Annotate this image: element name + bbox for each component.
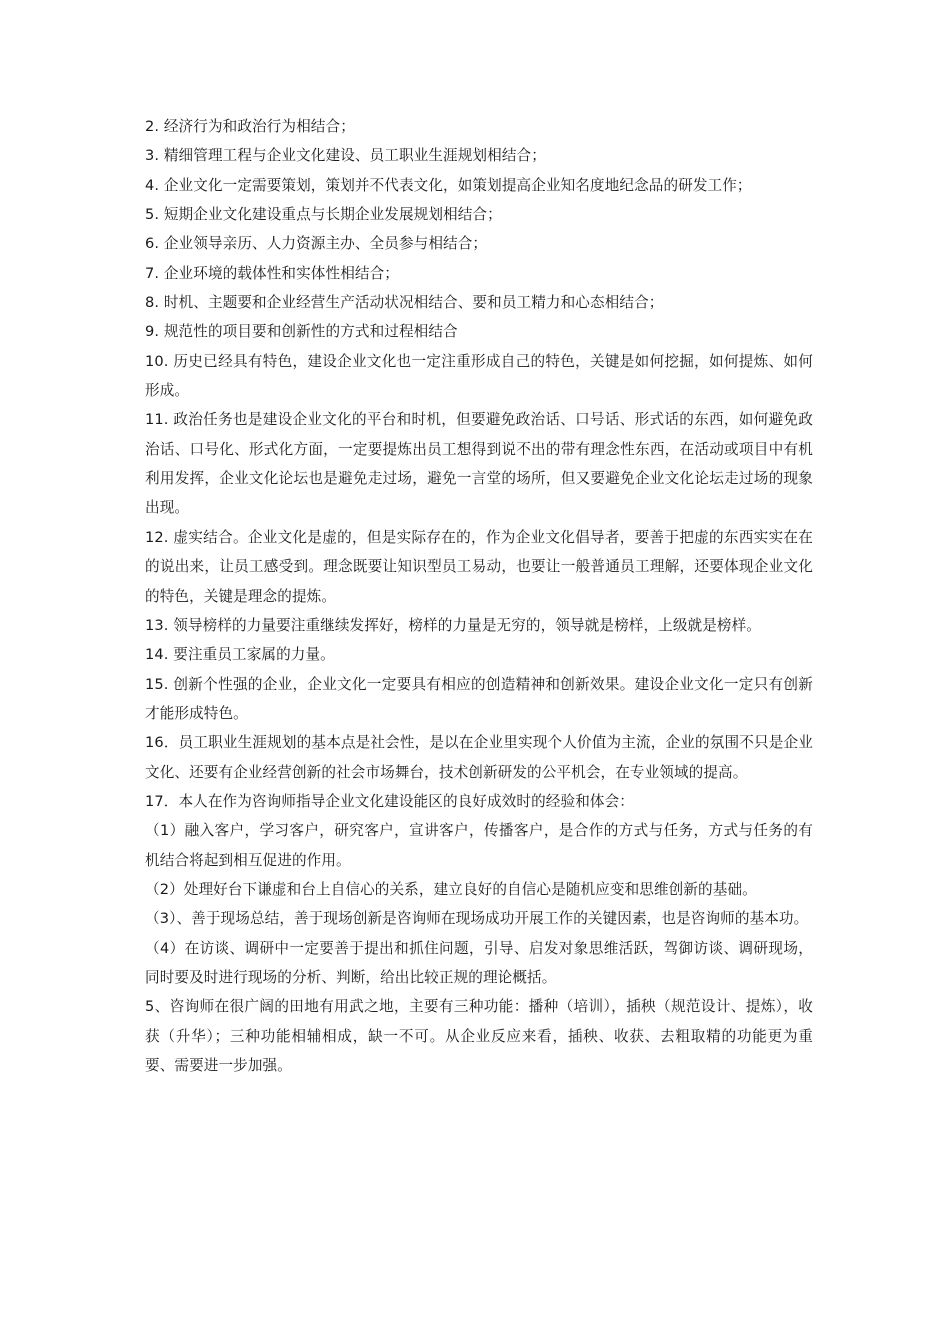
paragraph-item-14: 14. 要注重员工家属的力量。 — [145, 646, 335, 664]
paragraph-item-17: 17．本人在作为咨询师指导企业文化建设能区的良好成效时的经验和体会： — [145, 792, 634, 810]
paragraph-item-12: 12. 虚实结合。企业文化是虚的，但是实际存在的，作为企业文化倡导者，要善于把虚的东西实实在在的说出来，让员工感受到。理念既要让知识型员工易动，也要让一般普通员工理解，还要体现企业文化的特色，关键是理念的提炼。 — [145, 528, 813, 605]
paragraph-item-8: 8. 时机、主题要和企业经营生产活动状况相结合、要和员工精力和心态相结合； — [145, 294, 664, 312]
paragraph-item-5: 5. 短期企业文化建设重点与长期企业发展规划相结合； — [145, 206, 502, 224]
paragraph-item-5-consultant: 5、咨询师在很广阔的田地有用武之地，主要有三种功能：播种（培训），插秧（规范设计、提炼），收获（升华）；三种功能相辅相成，缺一不可。从企业反应来看，插秧、收获、去粗取精的功能更为重要、需要进一步加强。 — [145, 998, 813, 1074]
document-body — [145, 112, 813, 1080]
paragraph-item-4: 4. 企业文化一定需要策划，策划并不代表文化，如策划提高企业知名度地纪念品的研发工作； — [145, 176, 752, 194]
paragraph-item-10: 10. 历史已经具有特色，建设企业文化也一定注重形成自己的特色，关键是如何挖掘，如何提炼、如何形成。 — [145, 352, 813, 400]
paragraph-subitem-1: （1）融入客户，学习客户，研究客户，宣讲客户，传播客户，是合作的方式与任务，方式与任务的有机结合将起到相互促进的作用。 — [145, 822, 813, 869]
paragraph-item-16: 16．员工职业生涯规划的基本点是社会性，是以在企业里实现个人价值为主流，企业的氛围不只是企业文化、还要有企业经营创新的社会市场舞台，技术创新研发的公平机会，在专业领域的提高。 — [145, 734, 813, 781]
paragraph-subitem-4: （4）在访谈、调研中一定要善于提出和抓住问题，引导、启发对象思维活跃，驾御访谈、调研现场，同时要及时进行现场的分析、判断，给出比较正规的理论概括。 — [145, 939, 813, 986]
paragraph-item-3: 3. 精细管理工程与企业文化建设、员工职业生涯规划相结合； — [145, 147, 546, 165]
paragraph-item-9: 9. 规范性的项目要和创新性的方式和过程相结合 — [145, 323, 458, 341]
paragraph-item-2: 2. 经济行为和政治行为相结合； — [145, 118, 355, 135]
paragraph-item-11: 11. 政治任务也是建设企业文化的平台和时机，但要避免政治话、口号话、形式话的东西，如何避免政治话、口号化、形式化方面，一定要提炼出员工想得到说不出的带有理念性东西，在活动或项目中有机利用发挥，企业文化论坛也是避免走过场，避免一言堂的场所，但又要避免企业文化论坛走过场的现象出现。 — [145, 411, 813, 517]
paragraph-item-7: 7. 企业环境的载体性和实体性相结合； — [145, 264, 399, 282]
paragraph-subitem-3: （3）、善于现场总结，善于现场创新是咨询师在现场成功开展工作的关键因素，也是咨询师的基本功。 — [145, 910, 809, 928]
paragraph-subitem-2: （2）处理好台下谦虚和台上自信心的关系，建立良好的自信心是随机应变和思维创新的基础。 — [145, 880, 757, 898]
paragraph-item-15: 15. 创新个性强的企业，企业文化一定要具有相应的创造精神和创新效果。建设企业文化一定只有创新才能形成特色。 — [145, 675, 813, 722]
paragraph-item-13: 13. 领导榜样的力量要注重继续发挥好，榜样的力量是无穷的，领导就是榜样，上级就是榜样。 — [145, 616, 762, 634]
paragraph-item-6: 6. 企业领导亲历、人力资源主办、全员参与相结合； — [145, 235, 488, 253]
